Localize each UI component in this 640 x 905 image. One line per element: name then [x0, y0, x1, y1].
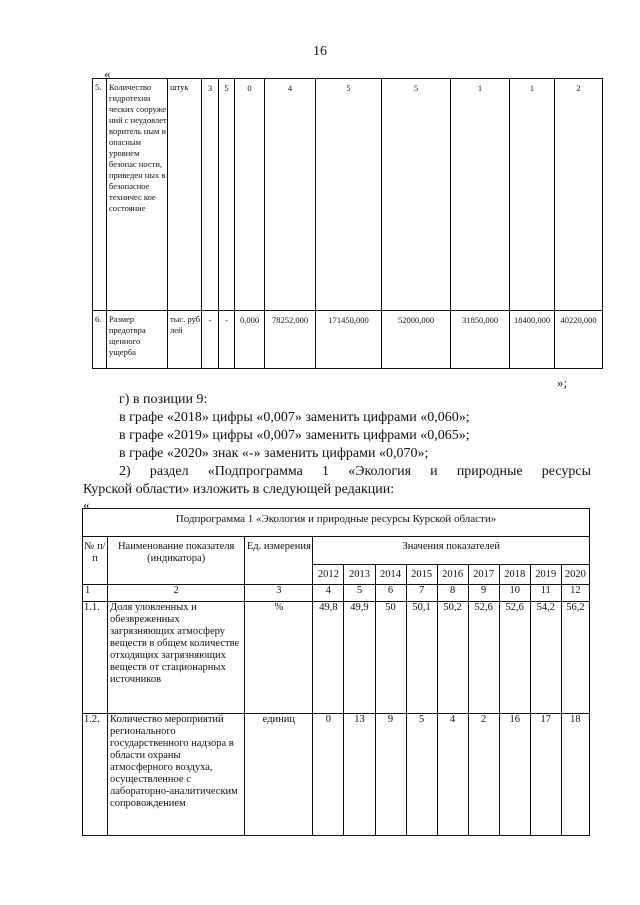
- value-cell: 4: [437, 714, 468, 836]
- value-cell: 18: [561, 714, 589, 836]
- value-cell: 56,2: [561, 602, 589, 714]
- value-cell: 5: [406, 714, 437, 836]
- column-number: 9: [468, 585, 499, 602]
- column-number: 8: [437, 585, 468, 602]
- header-row: [83, 537, 590, 565]
- row-number: 6.: [93, 311, 107, 369]
- value-cell: 50,1: [406, 602, 437, 714]
- value-cell: 2: [468, 714, 499, 836]
- column-number: 1: [83, 585, 108, 602]
- value-cell: 5: [219, 79, 235, 311]
- column-number: 10: [499, 585, 530, 602]
- value-cell: 1: [451, 79, 510, 311]
- value-cell: 3: [202, 79, 219, 311]
- value-cell: -: [202, 311, 219, 369]
- close-quote: »;: [557, 375, 568, 390]
- table-row: [93, 311, 603, 369]
- unit: единиц: [245, 714, 313, 836]
- column-number: 5: [344, 585, 375, 602]
- indicator-name: Доля уловленных и обезвреженных загрязняющих атмосферу веществ в общем количестве отходящих загрязняющих веществ от стационарных источников: [108, 602, 245, 714]
- column-number: 3: [245, 585, 313, 602]
- row-number: 5.: [93, 79, 107, 311]
- header-name: Наименование показателя (индикатора): [108, 537, 245, 585]
- value-cell: 49,9: [344, 602, 375, 714]
- indicators-table-top: [92, 78, 603, 369]
- year-header: 2015: [406, 565, 437, 585]
- row-number: 1.1.: [83, 602, 108, 714]
- value-cell: 50: [375, 602, 406, 714]
- column-number: 2: [108, 585, 245, 602]
- column-number: 7: [406, 585, 437, 602]
- value-cell: 5: [316, 79, 382, 311]
- year-header: 2017: [468, 565, 499, 585]
- value-cell: 52000,000: [382, 311, 451, 369]
- header-unit: Ед. измерения: [245, 537, 313, 585]
- table-title: Подпрограмма 1 «Экология и природные ресурсы Курской области»: [83, 509, 590, 537]
- value-cell: 78252,000: [265, 311, 316, 369]
- value-cell: 16: [499, 714, 530, 836]
- row-number: 1.2.: [83, 714, 108, 836]
- page-number: 16: [313, 44, 327, 59]
- unit: %: [245, 602, 313, 714]
- year-header: 2012: [313, 565, 344, 585]
- year-header: 2016: [437, 565, 468, 585]
- table-title-row: [83, 509, 590, 537]
- value-cell: 31850,000: [451, 311, 510, 369]
- unit: штук: [168, 79, 202, 311]
- indicator-name: Размер предотвра щенного ущерба: [107, 311, 168, 369]
- table-row: [83, 714, 590, 836]
- value-cell: 52,6: [499, 602, 530, 714]
- value-cell: 171450,000: [316, 311, 382, 369]
- paragraph-line: г) в позиции 9:: [119, 392, 208, 407]
- column-number: 11: [530, 585, 561, 602]
- table-row: [93, 79, 603, 311]
- year-header: 2019: [530, 565, 561, 585]
- value-cell: 2: [555, 79, 603, 311]
- header-values: Значения показателей: [313, 537, 590, 565]
- value-cell: 18400,000: [510, 311, 555, 369]
- subprogram-table: [82, 508, 590, 836]
- year-header: 2020: [561, 565, 589, 585]
- value-cell: 0: [313, 714, 344, 836]
- paragraph-line: в графе «2020» знак «-» заменить цифрами «0,070»;: [119, 446, 429, 461]
- paragraph-line: 2) раздел «Подпрограмма 1 «Экология и природные ресурсы: [119, 464, 591, 479]
- unit: тыс. руб лей: [168, 311, 202, 369]
- year-header: 2018: [499, 565, 530, 585]
- value-cell: 1: [510, 79, 555, 311]
- value-cell: -: [219, 311, 235, 369]
- column-number: 12: [561, 585, 589, 602]
- open-quote: «: [104, 66, 111, 81]
- value-cell: 50,2: [437, 602, 468, 714]
- indicator-name: Количество мероприятий регионального государственного надзора в области охраны атмосферного воздуха, осуществленное с лабораторно-аналитическим сопровождением: [108, 714, 245, 836]
- column-numbers-row: [83, 585, 590, 602]
- paragraph-line: в графе «2019» цифры «0,007» заменить цифрами «0,065»;: [119, 428, 470, 443]
- value-cell: 54,2: [530, 602, 561, 714]
- indicator-name: Количество гидротехни ческих сооруже ний с неудовлет воритель ным и опасным уровнем безопас ности, приведен ных в безопасное техничес кое состояние: [107, 79, 168, 311]
- paragraph-line: в графе «2018» цифры «0,007» заменить цифрами «0,060»;: [119, 410, 470, 425]
- value-cell: 13: [344, 714, 375, 836]
- value-cell: 0,000: [235, 311, 265, 369]
- value-cell: 17: [530, 714, 561, 836]
- value-cell: 49,8: [313, 602, 344, 714]
- value-cell: 0: [235, 79, 265, 311]
- value-cell: 40220,000: [555, 311, 603, 369]
- value-cell: 5: [382, 79, 451, 311]
- year-header: 2014: [375, 565, 406, 585]
- value-cell: 4: [265, 79, 316, 311]
- column-number: 6: [375, 585, 406, 602]
- value-cell: 9: [375, 714, 406, 836]
- header-number: № п/п: [83, 537, 108, 585]
- open-quote: «: [83, 497, 90, 512]
- table-row: [83, 602, 590, 714]
- value-cell: 52,6: [468, 602, 499, 714]
- column-number: 4: [313, 585, 344, 602]
- year-header: 2013: [344, 565, 375, 585]
- paragraph-line: Курской области» изложить в следующей редакции:: [83, 482, 395, 497]
